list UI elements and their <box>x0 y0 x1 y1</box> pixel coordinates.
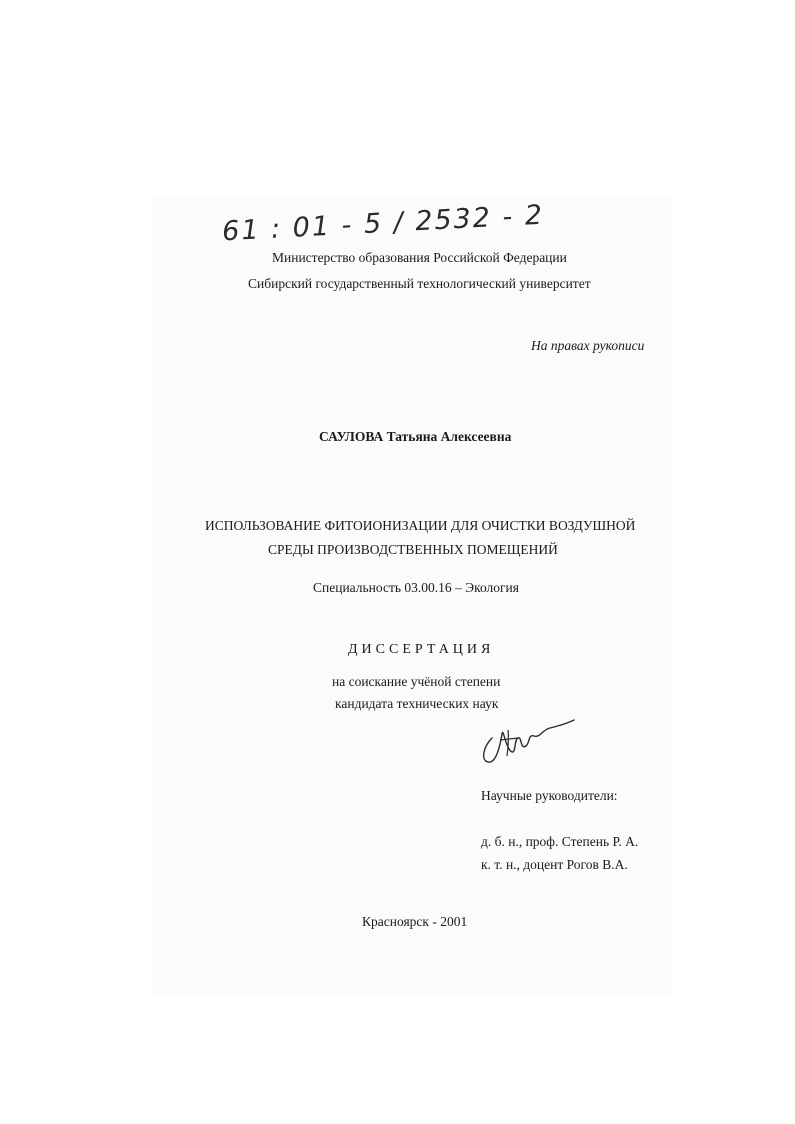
title-line-1: ИСПОЛЬЗОВАНИЕ ФИТОИОНИЗАЦИИ ДЛЯ ОЧИСТКИ ВОЗДУШНОЙ <box>205 518 636 533</box>
supervisor-1: д. б. н., проф. Степень Р. А. <box>481 834 639 849</box>
author-signature <box>478 716 578 768</box>
page-sheet <box>152 196 672 996</box>
document-type: ДИССЕРТАЦИЯ <box>348 642 495 657</box>
archive-code-handwritten: 61 : 01 - 5 / 2532 - 2 <box>221 199 545 248</box>
rights-note: На правах рукописи <box>531 338 645 353</box>
supervisor-2: к. т. н., доцент Рогов В.А. <box>481 857 628 872</box>
author-name: САУЛОВА Татьяна Алексеевна <box>319 429 512 444</box>
degree-line-1: на соискание учёной степени <box>332 674 501 689</box>
specialty: Специальность 03.00.16 – Экология <box>313 580 519 595</box>
degree-line-2: кандидата технических наук <box>335 696 499 711</box>
place-and-year: Красноярск - 2001 <box>362 914 468 929</box>
university-name: Сибирский государственный технологический университет <box>248 276 591 291</box>
supervisors-label: Научные руководители: <box>481 788 618 803</box>
ministry-name: Министерство образования Российской Федерации <box>272 250 567 265</box>
title-line-2: СРЕДЫ ПРОИЗВОДСТВЕННЫХ ПОМЕЩЕНИЙ <box>268 542 558 557</box>
